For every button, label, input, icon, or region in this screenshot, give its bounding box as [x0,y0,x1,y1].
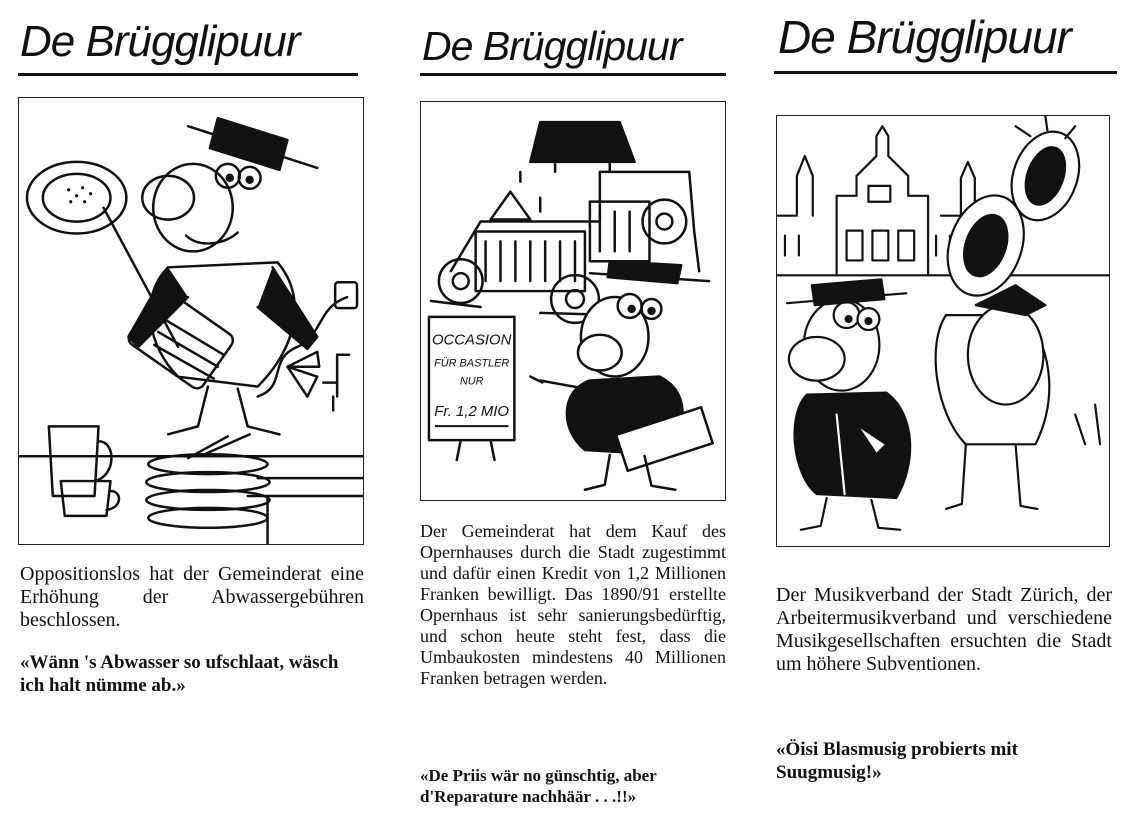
cartoon-panel-brass-band [776,115,1110,547]
cartoon-panel-opera-house [420,101,726,501]
sign-line-1: OCCASION [431,332,512,349]
cartoon-dishwashing-illustration [19,98,363,544]
strip-punchline: «Öisi Blasmusig probierts mit Suugmusig!» [776,739,1018,783]
cartoon-opera-house-car-illustration [421,102,725,500]
sign-line-2: FÜR BASTLER [434,357,510,370]
strip-caption: Oppositionslos hat der Gemeinderat eine Erhöhung der Abwassergebühren beschlossen. [20,563,364,631]
strip-title: De Brügglipuur [778,11,1071,63]
strip-title: De Brügglipuur [422,23,682,69]
strip-punchline: «De Priis wär no günschtig, aber d'Reparature nachhäär . . .!!» [420,766,657,806]
title-rule [774,71,1117,74]
title-rule [18,73,358,76]
cartoon-brass-band-illustration [777,116,1109,546]
sign-price: Fr. 1,2 MIO [434,404,510,421]
strip-caption: Der Gemeinderat hat dem Kauf des Opernhauses durch die Stadt zugestimmt und dafür einen Kredit von 1,2 Millionen Franken bewilligt. Das 1890/91 erstellte Opernhaus ist sehr sanierungsbedürftig, und schon heute steht fest, dass die Umbaukosten mindestens 40 Millionen Franken betragen werden. [420,521,726,688]
strip-title: De Brügglipuur [20,17,300,66]
title-rule [420,73,726,76]
strip-caption: Der Musikverband der Stadt Zürich, der Arbeitermusikverband und verschiedene Musikgesellschaften ersuchten die Stadt um höhere Subventionen. [776,584,1112,675]
strip-punchline: «Wänn 's Abwasser so ufschlaat, wäsch ich halt nümme ab.» [20,652,339,696]
sign-line-3: NUR [459,375,484,388]
cartoon-panel-dishwashing [18,97,364,545]
